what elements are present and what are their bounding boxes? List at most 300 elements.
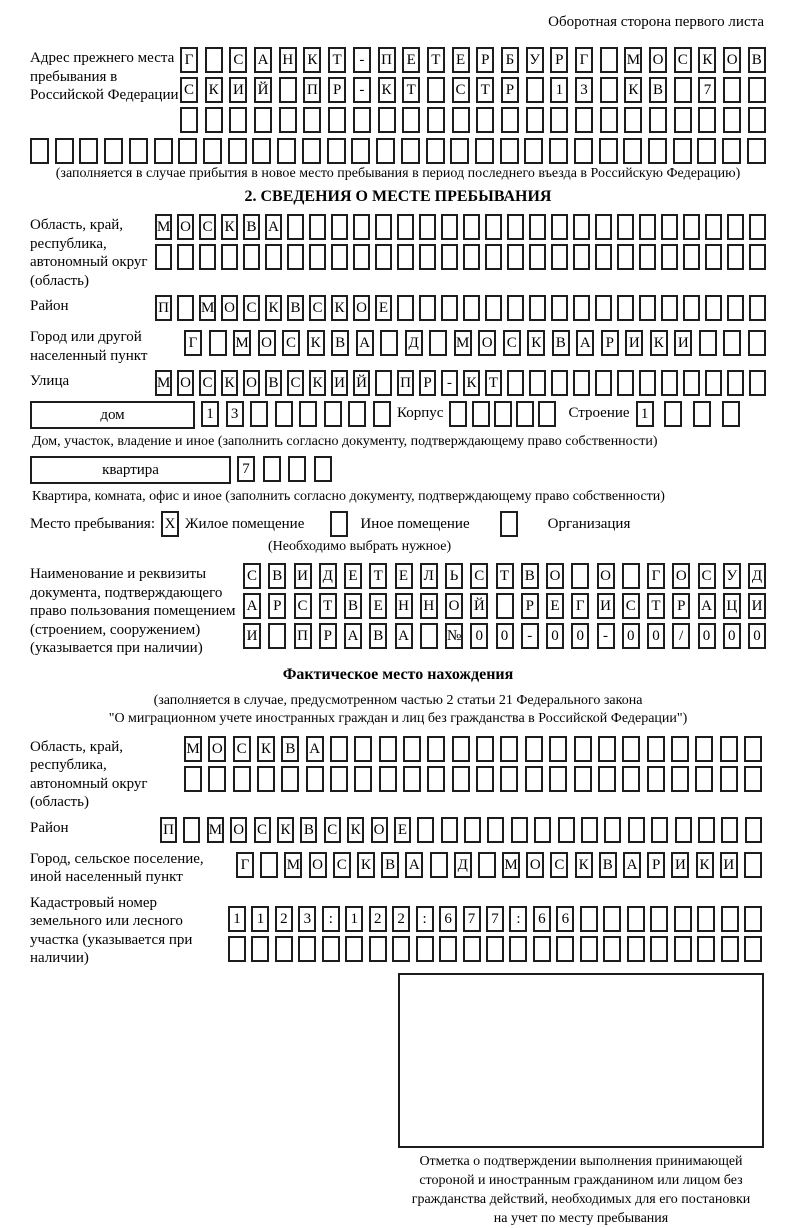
char-box[interactable]: 0 [470, 623, 488, 649]
char-box[interactable] [463, 936, 481, 962]
char-box[interactable]: С [333, 852, 351, 878]
char-box[interactable] [402, 107, 420, 133]
char-box[interactable] [345, 936, 363, 962]
char-box[interactable] [331, 244, 348, 270]
char-box[interactable]: И [671, 852, 689, 878]
char-box[interactable]: Р [647, 852, 665, 878]
char-box[interactable]: К [650, 330, 668, 356]
char-box[interactable] [595, 214, 612, 240]
char-box[interactable]: В [287, 295, 304, 321]
char-box[interactable] [416, 936, 434, 962]
char-box[interactable] [55, 138, 74, 164]
char-box[interactable] [727, 295, 744, 321]
char-box[interactable]: Т [402, 77, 420, 103]
char-box[interactable]: В [381, 852, 399, 878]
char-box[interactable] [419, 214, 436, 240]
char-box[interactable]: Т [369, 563, 387, 589]
char-box[interactable] [376, 138, 395, 164]
char-box[interactable] [744, 766, 762, 792]
char-box[interactable]: А [576, 330, 594, 356]
char-box[interactable] [354, 736, 372, 762]
char-box[interactable]: К [303, 47, 321, 73]
char-box[interactable]: В [521, 563, 539, 589]
char-box[interactable]: М [207, 817, 224, 843]
char-box[interactable]: Г [575, 47, 593, 73]
char-box[interactable] [507, 370, 524, 396]
char-box[interactable] [177, 295, 194, 321]
char-box[interactable]: К [221, 370, 238, 396]
char-box[interactable] [298, 936, 316, 962]
char-box[interactable] [441, 295, 458, 321]
char-box[interactable] [639, 244, 656, 270]
char-box[interactable] [279, 77, 297, 103]
char-box[interactable] [674, 77, 692, 103]
char-box[interactable] [507, 214, 524, 240]
char-box[interactable]: А [395, 623, 413, 649]
char-box[interactable]: М [155, 214, 172, 240]
char-box[interactable] [419, 244, 436, 270]
char-box[interactable] [749, 214, 766, 240]
char-box[interactable]: П [160, 817, 177, 843]
char-box[interactable] [500, 766, 518, 792]
char-box[interactable]: М [454, 330, 472, 356]
char-box[interactable]: 7 [463, 906, 481, 932]
char-box[interactable]: П [397, 370, 414, 396]
char-box[interactable]: Д [748, 563, 766, 589]
char-box[interactable] [496, 593, 514, 619]
char-box[interactable]: 7 [486, 906, 504, 932]
char-box[interactable]: В [268, 563, 286, 589]
char-box[interactable] [279, 107, 297, 133]
char-box[interactable]: И [625, 330, 643, 356]
char-box[interactable]: М [199, 295, 216, 321]
char-box[interactable] [595, 370, 612, 396]
char-box[interactable] [604, 817, 621, 843]
char-box[interactable]: Н [279, 47, 297, 73]
char-box[interactable] [475, 138, 494, 164]
char-box[interactable] [721, 817, 738, 843]
char-box[interactable] [693, 401, 711, 427]
char-box[interactable]: 1 [251, 906, 269, 932]
char-box[interactable] [449, 401, 467, 427]
char-box[interactable]: 0 [622, 623, 640, 649]
char-box[interactable] [534, 817, 551, 843]
char-box[interactable] [472, 401, 490, 427]
char-box[interactable] [526, 77, 544, 103]
char-box[interactable]: О [309, 852, 327, 878]
char-box[interactable]: Р [476, 47, 494, 73]
char-box[interactable] [683, 214, 700, 240]
char-box[interactable]: О [546, 563, 564, 589]
char-box[interactable] [603, 906, 621, 932]
char-box[interactable]: А [698, 593, 716, 619]
char-box[interactable] [452, 107, 470, 133]
char-box[interactable] [661, 295, 678, 321]
char-box[interactable]: К [221, 214, 238, 240]
char-box[interactable]: С [282, 330, 300, 356]
char-box[interactable]: Р [672, 593, 690, 619]
char-box[interactable]: К [277, 817, 294, 843]
char-box[interactable] [622, 766, 640, 792]
char-box[interactable] [511, 817, 528, 843]
char-box[interactable] [275, 936, 293, 962]
char-box[interactable] [575, 107, 593, 133]
char-box[interactable] [501, 107, 519, 133]
char-box[interactable] [550, 107, 568, 133]
char-box[interactable] [353, 107, 371, 133]
char-box[interactable]: С [674, 47, 692, 73]
char-box[interactable] [79, 138, 98, 164]
char-box[interactable] [427, 766, 445, 792]
char-box[interactable]: В [649, 77, 667, 103]
char-box[interactable] [705, 214, 722, 240]
char-box[interactable]: Г [571, 593, 589, 619]
char-box[interactable] [581, 817, 598, 843]
char-box[interactable] [673, 138, 692, 164]
char-box[interactable]: П [378, 47, 396, 73]
char-box[interactable]: 0 [748, 623, 766, 649]
char-box[interactable] [260, 852, 278, 878]
checkbox-zhiloe[interactable]: X [161, 511, 179, 537]
char-box[interactable] [727, 214, 744, 240]
char-box[interactable] [353, 214, 370, 240]
char-box[interactable] [507, 244, 524, 270]
char-box[interactable]: Р [550, 47, 568, 73]
char-box[interactable] [674, 906, 692, 932]
char-box[interactable]: : [322, 906, 340, 932]
char-box[interactable] [549, 736, 567, 762]
char-box[interactable] [651, 817, 668, 843]
char-box[interactable] [420, 623, 438, 649]
char-box[interactable] [485, 295, 502, 321]
char-box[interactable] [257, 766, 275, 792]
char-box[interactable] [524, 138, 543, 164]
char-box[interactable] [441, 817, 458, 843]
char-box[interactable] [129, 138, 148, 164]
char-box[interactable] [748, 330, 766, 356]
char-box[interactable] [661, 214, 678, 240]
char-box[interactable] [744, 852, 762, 878]
char-box[interactable] [330, 736, 348, 762]
char-box[interactable] [573, 214, 590, 240]
char-box[interactable] [324, 401, 342, 427]
char-box[interactable]: О [445, 593, 463, 619]
char-box[interactable]: - [597, 623, 615, 649]
char-box[interactable] [705, 295, 722, 321]
char-box[interactable] [580, 936, 598, 962]
char-box[interactable] [600, 47, 618, 73]
char-box[interactable] [671, 766, 689, 792]
char-box[interactable]: 2 [392, 906, 410, 932]
char-box[interactable] [720, 736, 738, 762]
char-box[interactable]: В [344, 593, 362, 619]
char-box[interactable] [476, 107, 494, 133]
char-box[interactable]: А [265, 214, 282, 240]
char-box[interactable] [180, 107, 198, 133]
char-box[interactable] [476, 766, 494, 792]
char-box[interactable] [600, 77, 618, 103]
char-box[interactable]: Н [420, 593, 438, 619]
char-box[interactable]: В [281, 736, 299, 762]
char-box[interactable]: 0 [723, 623, 741, 649]
char-box[interactable]: А [243, 593, 261, 619]
char-box[interactable]: К [265, 295, 282, 321]
char-box[interactable] [348, 401, 366, 427]
char-box[interactable]: А [254, 47, 272, 73]
char-box[interactable] [397, 214, 414, 240]
char-box[interactable]: К [378, 77, 396, 103]
char-box[interactable] [622, 736, 640, 762]
char-box[interactable]: Е [395, 563, 413, 589]
char-box[interactable] [430, 852, 448, 878]
char-box[interactable] [721, 906, 739, 932]
char-box[interactable]: В [265, 370, 282, 396]
char-box[interactable]: Е [375, 295, 392, 321]
char-box[interactable] [697, 936, 715, 962]
char-box[interactable] [306, 766, 324, 792]
char-box[interactable]: О [597, 563, 615, 589]
char-box[interactable] [309, 214, 326, 240]
char-box[interactable]: Р [501, 77, 519, 103]
char-box[interactable] [574, 736, 592, 762]
char-box[interactable] [369, 936, 387, 962]
char-box[interactable]: 6 [533, 906, 551, 932]
char-box[interactable] [441, 214, 458, 240]
char-box[interactable] [403, 766, 421, 792]
checkbox-organizaciya[interactable] [500, 511, 518, 537]
char-box[interactable] [623, 138, 642, 164]
char-box[interactable]: О [649, 47, 667, 73]
char-box[interactable] [509, 936, 527, 962]
char-box[interactable]: 7 [237, 456, 255, 482]
char-box[interactable] [354, 766, 372, 792]
char-box[interactable]: О [177, 370, 194, 396]
char-box[interactable]: Р [328, 77, 346, 103]
char-box[interactable]: К [575, 852, 593, 878]
char-box[interactable] [538, 401, 556, 427]
char-box[interactable]: 0 [496, 623, 514, 649]
char-box[interactable] [598, 766, 616, 792]
char-box[interactable] [574, 766, 592, 792]
char-box[interactable] [617, 295, 634, 321]
char-box[interactable]: Г [180, 47, 198, 73]
char-box[interactable]: 3 [226, 401, 244, 427]
char-box[interactable] [650, 936, 668, 962]
char-box[interactable] [463, 214, 480, 240]
char-box[interactable] [397, 295, 414, 321]
char-box[interactable] [648, 138, 667, 164]
char-box[interactable] [330, 766, 348, 792]
char-box[interactable] [487, 817, 504, 843]
char-box[interactable]: 7 [698, 77, 716, 103]
char-box[interactable] [288, 456, 306, 482]
char-box[interactable]: С [199, 370, 216, 396]
char-box[interactable]: У [526, 47, 544, 73]
char-box[interactable] [485, 244, 502, 270]
char-box[interactable]: В [552, 330, 570, 356]
char-box[interactable] [695, 766, 713, 792]
char-box[interactable] [464, 817, 481, 843]
char-box[interactable]: О [243, 370, 260, 396]
char-box[interactable]: О [230, 817, 247, 843]
char-box[interactable]: Е [394, 817, 411, 843]
checkbox-inoe[interactable] [330, 511, 348, 537]
char-box[interactable] [683, 370, 700, 396]
char-box[interactable] [281, 766, 299, 792]
char-box[interactable]: 0 [647, 623, 665, 649]
char-box[interactable]: М [233, 330, 251, 356]
char-box[interactable] [221, 244, 238, 270]
char-box[interactable] [747, 138, 766, 164]
char-box[interactable] [314, 456, 332, 482]
char-box[interactable] [353, 244, 370, 270]
char-box[interactable]: И [597, 593, 615, 619]
char-box[interactable] [745, 817, 762, 843]
char-box[interactable]: К [205, 77, 223, 103]
char-box[interactable]: Т [319, 593, 337, 619]
char-box[interactable]: Е [344, 563, 362, 589]
char-box[interactable]: Т [485, 370, 502, 396]
char-box[interactable] [744, 936, 762, 962]
char-box[interactable] [375, 370, 392, 396]
char-box[interactable] [595, 295, 612, 321]
char-box[interactable]: В [599, 852, 617, 878]
char-box[interactable] [500, 138, 519, 164]
char-box[interactable] [516, 401, 534, 427]
char-box[interactable] [417, 817, 434, 843]
char-box[interactable]: С [294, 593, 312, 619]
char-box[interactable]: Ц [723, 593, 741, 619]
char-box[interactable] [598, 736, 616, 762]
char-box[interactable]: А [356, 330, 374, 356]
char-box[interactable]: Д [319, 563, 337, 589]
char-box[interactable] [178, 138, 197, 164]
char-box[interactable] [302, 138, 321, 164]
char-box[interactable] [671, 736, 689, 762]
char-box[interactable] [722, 138, 741, 164]
char-box[interactable] [287, 244, 304, 270]
char-box[interactable] [627, 906, 645, 932]
char-box[interactable] [419, 295, 436, 321]
char-box[interactable] [401, 138, 420, 164]
char-box[interactable]: - [353, 47, 371, 73]
char-box[interactable] [720, 766, 738, 792]
char-box[interactable] [674, 107, 692, 133]
char-box[interactable] [551, 244, 568, 270]
char-box[interactable]: К [463, 370, 480, 396]
char-box[interactable] [674, 936, 692, 962]
char-box[interactable] [624, 107, 642, 133]
char-box[interactable] [233, 766, 251, 792]
char-box[interactable] [476, 736, 494, 762]
char-box[interactable] [549, 138, 568, 164]
char-box[interactable]: А [623, 852, 641, 878]
char-box[interactable]: К [257, 736, 275, 762]
char-box[interactable] [595, 244, 612, 270]
char-box[interactable]: К [357, 852, 375, 878]
char-box[interactable] [155, 244, 172, 270]
char-box[interactable]: К [347, 817, 364, 843]
char-box[interactable]: Е [369, 593, 387, 619]
char-box[interactable] [617, 214, 634, 240]
char-box[interactable] [228, 138, 247, 164]
char-box[interactable] [209, 330, 227, 356]
char-box[interactable]: П [155, 295, 172, 321]
char-box[interactable] [639, 295, 656, 321]
char-box[interactable] [525, 766, 543, 792]
char-box[interactable]: Т [647, 593, 665, 619]
char-box[interactable]: А [344, 623, 362, 649]
char-box[interactable] [727, 244, 744, 270]
char-box[interactable] [379, 766, 397, 792]
char-box[interactable]: К [698, 47, 716, 73]
char-box[interactable] [205, 107, 223, 133]
char-box[interactable]: А [405, 852, 423, 878]
char-box[interactable]: 6 [556, 906, 574, 932]
char-box[interactable]: К [307, 330, 325, 356]
char-box[interactable] [722, 401, 740, 427]
char-box[interactable] [727, 370, 744, 396]
char-box[interactable]: С [243, 563, 261, 589]
char-box[interactable] [104, 138, 123, 164]
char-box[interactable]: У [723, 563, 741, 589]
char-box[interactable]: К [331, 295, 348, 321]
char-box[interactable]: Е [546, 593, 564, 619]
char-box[interactable]: И [331, 370, 348, 396]
char-box[interactable]: М [502, 852, 520, 878]
char-box[interactable]: С [622, 593, 640, 619]
char-box[interactable] [628, 817, 645, 843]
char-box[interactable]: С [287, 370, 304, 396]
char-box[interactable]: О [723, 47, 741, 73]
char-box[interactable]: 0 [546, 623, 564, 649]
char-box[interactable]: 1 [228, 906, 246, 932]
char-box[interactable] [525, 736, 543, 762]
char-box[interactable] [627, 936, 645, 962]
char-box[interactable] [533, 936, 551, 962]
char-box[interactable]: И [748, 593, 766, 619]
char-box[interactable] [375, 244, 392, 270]
char-box[interactable] [603, 936, 621, 962]
char-box[interactable] [551, 295, 568, 321]
char-box[interactable]: О [672, 563, 690, 589]
char-box[interactable] [721, 936, 739, 962]
char-box[interactable] [699, 330, 717, 356]
char-box[interactable] [277, 138, 296, 164]
char-box[interactable]: Й [254, 77, 272, 103]
char-box[interactable]: С [233, 736, 251, 762]
char-box[interactable]: 6 [439, 906, 457, 932]
char-box[interactable] [647, 736, 665, 762]
char-box[interactable] [177, 244, 194, 270]
char-box[interactable] [573, 244, 590, 270]
char-box[interactable] [556, 936, 574, 962]
char-box[interactable]: С [503, 330, 521, 356]
char-box[interactable] [208, 766, 226, 792]
char-box[interactable] [705, 244, 722, 270]
char-box[interactable] [617, 244, 634, 270]
char-box[interactable]: О [371, 817, 388, 843]
char-box[interactable] [705, 370, 722, 396]
char-box[interactable] [183, 817, 200, 843]
char-box[interactable]: И [294, 563, 312, 589]
char-box[interactable]: - [441, 370, 458, 396]
char-box[interactable]: Д [454, 852, 472, 878]
char-box[interactable]: В [369, 623, 387, 649]
char-box[interactable]: С [199, 214, 216, 240]
char-box[interactable] [649, 107, 667, 133]
char-box[interactable] [287, 214, 304, 240]
